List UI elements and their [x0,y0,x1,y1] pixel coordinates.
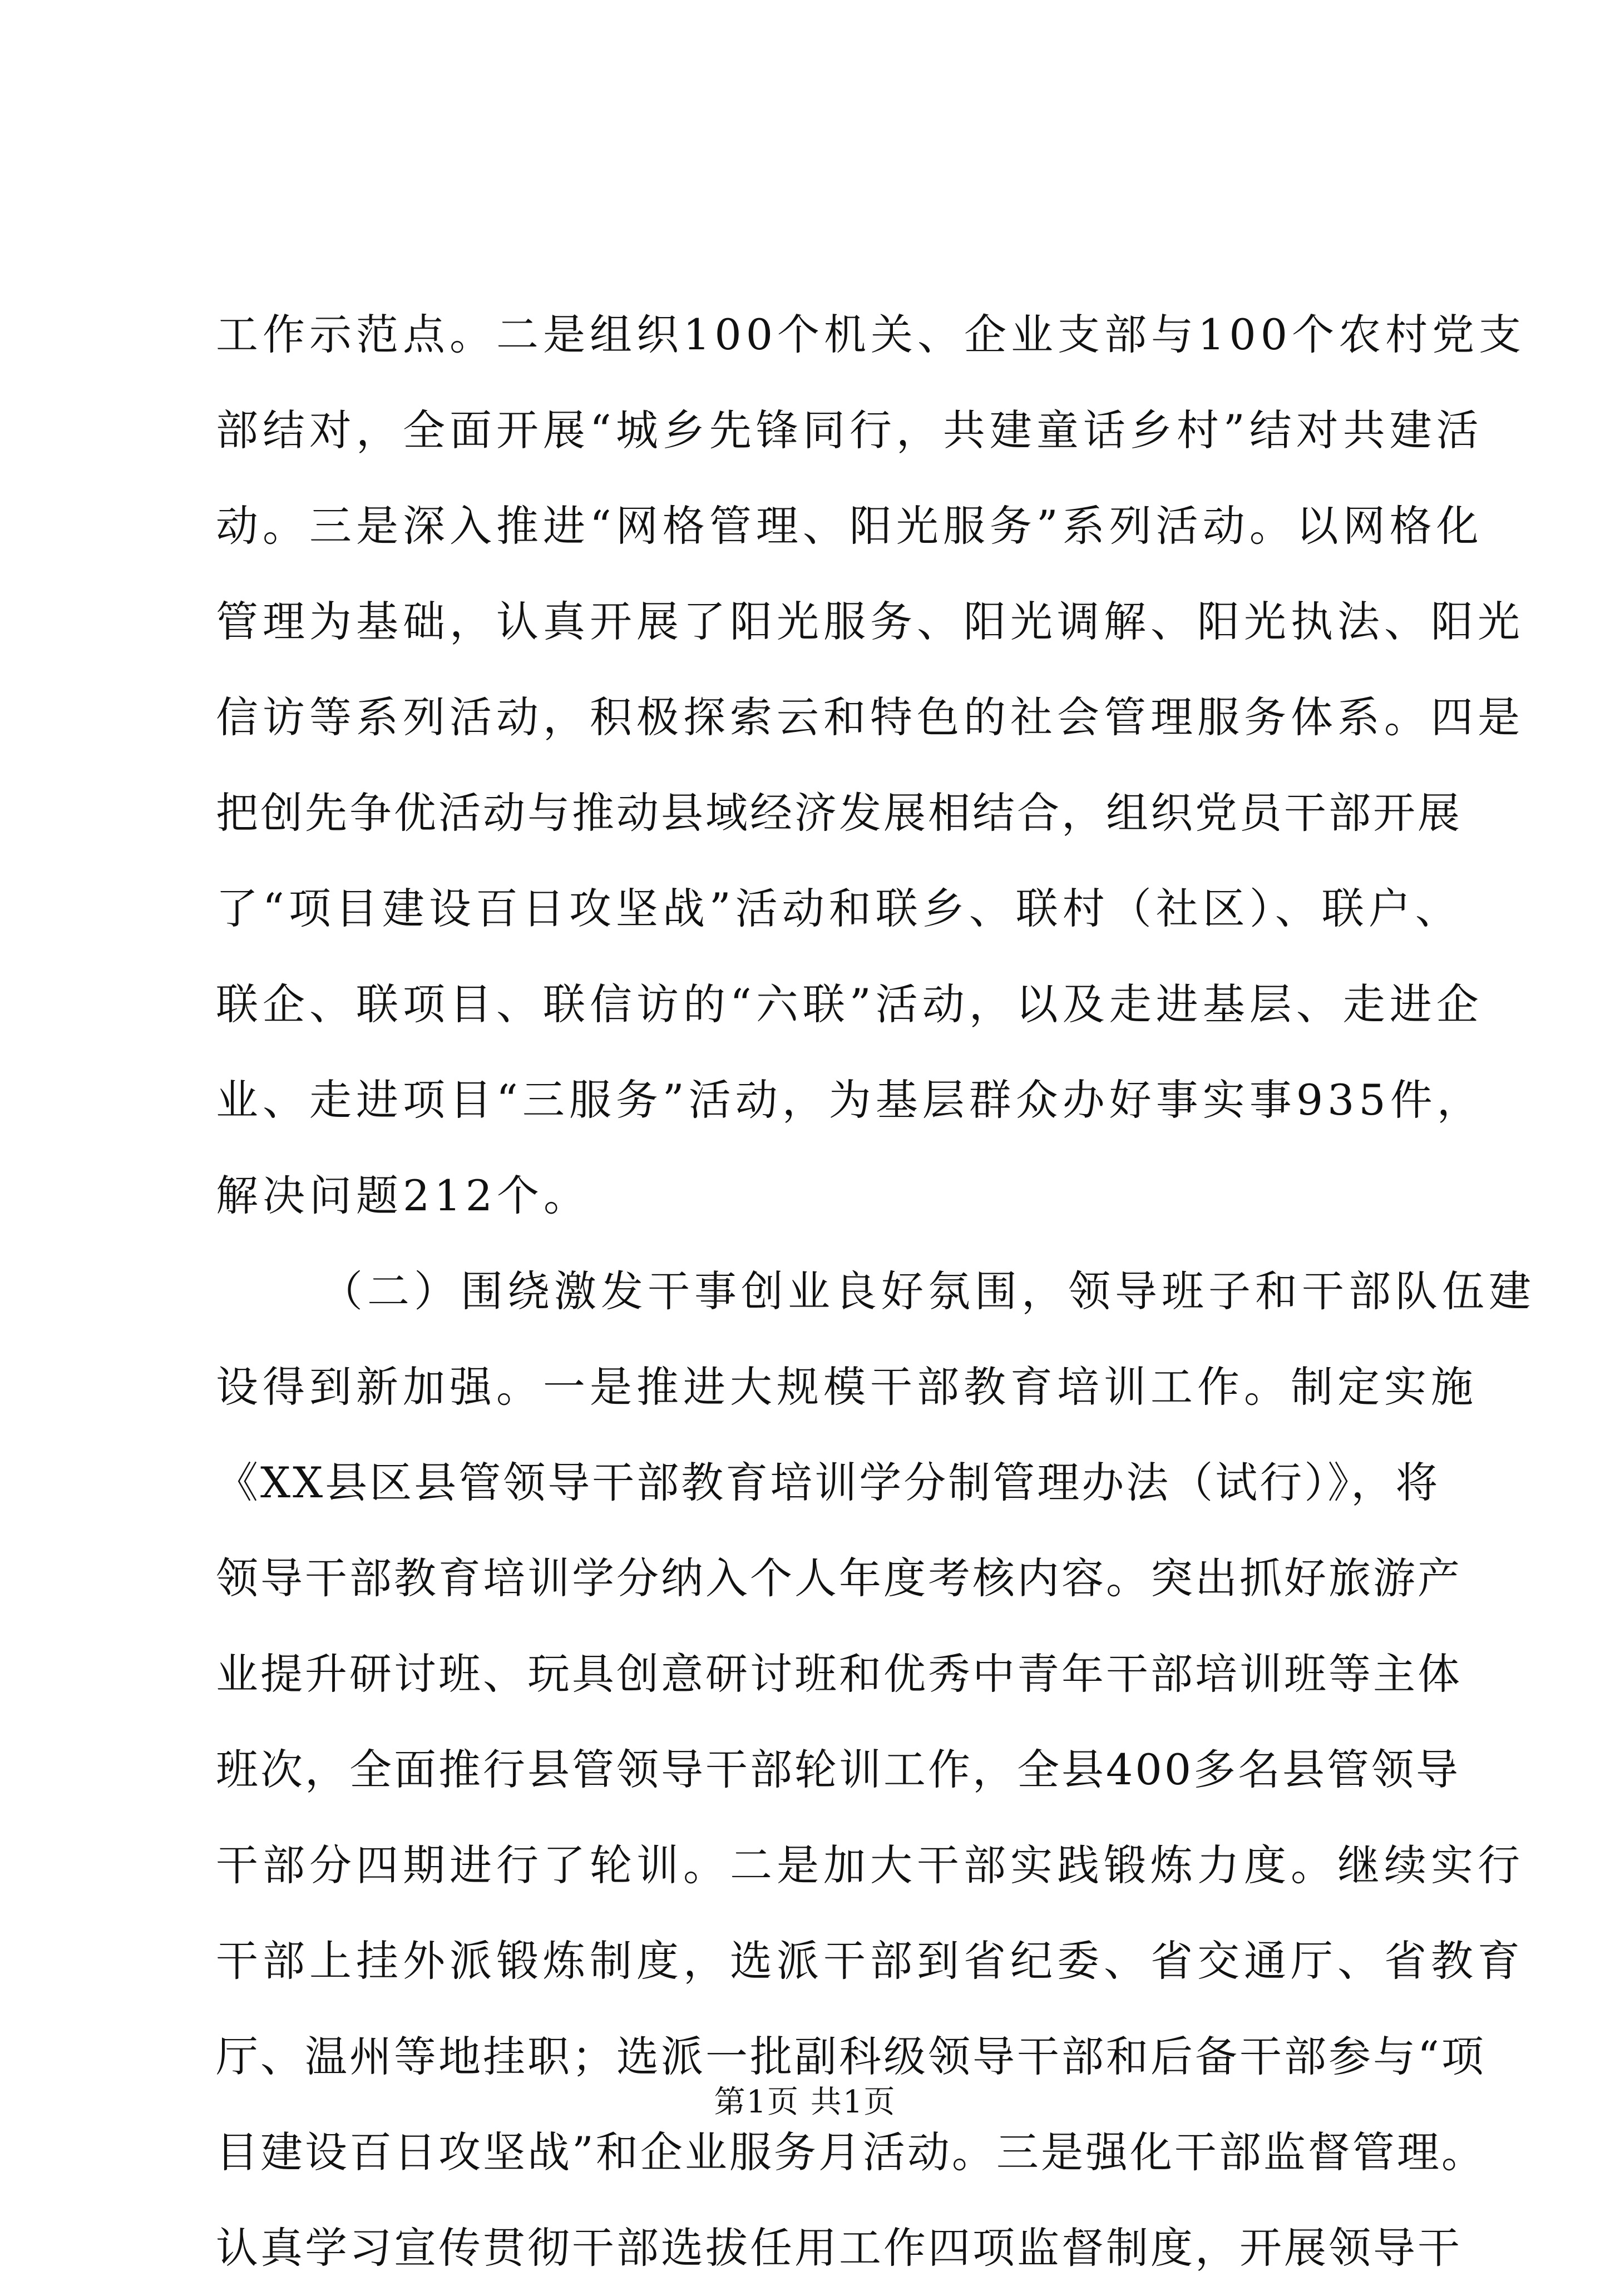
text-line: 目建设百日攻坚战”和企业服务月活动。三是强化干部监督管理。 [216,2127,1486,2177]
paragraph-heading: （二）围绕激发干事创业良好氛围，领导班子和干部队伍建 [320,1266,1535,1316]
text-line: 联企、联项目、联信访的“六联”活动，以及走进基层、走进企 [216,979,1483,1029]
text-line: 设得到新加强。一是推进大规模干部教育培训工作。制定实施 [216,1362,1478,1412]
text-line: 解决问题212个。 [216,1171,591,1220]
document-body [216,287,1535,2296]
text-line: 厅、温州等地挂职；选派一批副科级领导干部和后备干部参与“项 [216,2032,1486,2081]
text-line: 管理为基础，认真开展了阳光服务、阳光调解、阳光执法、阳光 [216,597,1524,646]
text-line: 领导干部教育培训学分纳入个人年度考核内容。突出抓好旅游产 [216,1553,1462,1603]
text-line: 信访等系列活动，积极探索云和特色的社会管理服务体系。四是 [216,692,1524,742]
page-number-footer: 第1页 共1页 [714,2084,896,2120]
text-line: 班次，全面推行县管领导干部轮训工作，全县400多名县管领导 [216,1745,1461,1794]
text-line: 动。三是深入推进“网格管理、阳光服务”系列活动。以网格化 [216,501,1483,551]
text-line: 部结对，全面开展“城乡先锋同行，共建童话乡村”结对共建活 [216,405,1483,455]
text-line: 工作示范点。二是组织100个机关、企业支部与100个农村党支 [216,310,1526,359]
text-line: 把创先争优活动与推动县域经济发展相结合，组织党员干部开展 [216,788,1462,838]
text-line: 干部分四期进行了轮训。二是加大干部实践锻炼力度。继续实行 [216,1840,1524,1890]
text-line: 干部上挂外派锻炼制度，选派干部到省纪委、省交通厅、省教育 [216,1936,1524,1986]
text-line: 认真学习宣传贯彻干部选拔任用工作四项监督制度，开展领导干 [216,2223,1462,2273]
text-line: 《XX县区县管领导干部教育培训学分制管理办法（试行）》，将 [216,1458,1440,1507]
text-line: 业提升研讨班、玩具创意研讨班和优秀中青年干部培训班等主体 [216,1649,1462,1699]
text-line: 业、走进项目“三服务”活动，为基层群众办好事实事935件， [216,1075,1484,1125]
text-line: 了“项目建设百日攻坚战”活动和联乡、联村（社区）、联户、 [216,884,1462,933]
